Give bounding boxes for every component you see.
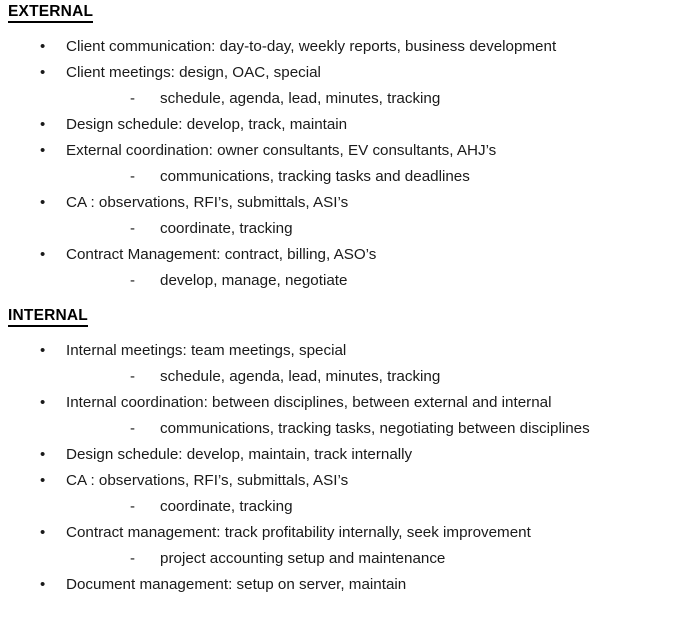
outline-list-internal bbox=[0, 338, 680, 598]
list-item bbox=[0, 572, 680, 598]
dash-icon: - bbox=[130, 368, 135, 385]
sub-list-item bbox=[0, 86, 680, 112]
dash-row bbox=[0, 364, 680, 390]
list-item-label: Document management: setup on server, maintain bbox=[66, 576, 407, 593]
list-item-label: schedule, agenda, lead, minutes, tracking bbox=[160, 368, 441, 385]
list-item bbox=[0, 242, 680, 268]
list-item-label: Design schedule: develop, maintain, track internally bbox=[66, 446, 413, 463]
list-item-label: coordinate, tracking bbox=[160, 498, 293, 515]
list-item bbox=[0, 520, 680, 546]
section-internal bbox=[0, 294, 680, 598]
bullet-icon: • bbox=[40, 472, 46, 489]
sub-list-item bbox=[0, 494, 680, 520]
list-item-label: Design schedule: develop, track, maintain bbox=[66, 116, 348, 133]
bullet-row bbox=[0, 338, 680, 364]
bullet-row bbox=[0, 138, 680, 164]
bullet-icon: • bbox=[40, 246, 46, 263]
dash-icon: - bbox=[130, 220, 135, 237]
bullet-row bbox=[0, 520, 680, 546]
list-item bbox=[0, 390, 680, 416]
bullet-row bbox=[0, 468, 680, 494]
dash-icon: - bbox=[130, 420, 135, 437]
sub-list-item bbox=[0, 364, 680, 390]
bullet-icon: • bbox=[40, 64, 46, 81]
list-item-label: Contract management: track profitability internally, seek improvement bbox=[66, 524, 531, 541]
bullet-icon: • bbox=[40, 394, 46, 411]
section-heading-external: EXTERNAL bbox=[8, 3, 93, 23]
bullet-row bbox=[0, 442, 680, 468]
dash-row bbox=[0, 494, 680, 520]
bullet-icon: • bbox=[40, 38, 46, 55]
bullet-row bbox=[0, 242, 680, 268]
list-item-label: Internal coordination: between disciplines, between external and internal bbox=[66, 394, 552, 411]
dash-icon: - bbox=[130, 498, 135, 515]
bullet-row bbox=[0, 190, 680, 216]
bullet-row bbox=[0, 34, 680, 60]
dash-icon: - bbox=[130, 272, 135, 289]
bullet-row bbox=[0, 390, 680, 416]
list-item-label: schedule, agenda, lead, minutes, tracking bbox=[160, 90, 441, 107]
sub-list-item bbox=[0, 546, 680, 572]
list-item-label: Internal meetings: team meetings, special bbox=[66, 342, 347, 359]
sub-list-item bbox=[0, 416, 680, 442]
bullet-icon: • bbox=[40, 342, 46, 359]
sub-list-item bbox=[0, 268, 680, 294]
bullet-row bbox=[0, 60, 680, 86]
list-item bbox=[0, 138, 680, 164]
dash-row bbox=[0, 416, 680, 442]
bullet-icon: • bbox=[40, 116, 46, 133]
bullet-row bbox=[0, 572, 680, 598]
dash-icon: - bbox=[130, 90, 135, 107]
dash-icon: - bbox=[130, 168, 135, 185]
list-item-label: communications, tracking tasks and deadlines bbox=[160, 168, 470, 185]
dash-row bbox=[0, 268, 680, 294]
list-item-label: CA : observations, RFI’s, submittals, ASI’s bbox=[66, 194, 349, 211]
section-heading-internal: INTERNAL bbox=[8, 307, 88, 327]
bullet-row bbox=[0, 112, 680, 138]
dash-row bbox=[0, 86, 680, 112]
list-item-label: communications, tracking tasks, negotiating between disciplines bbox=[160, 420, 590, 437]
sub-list-item bbox=[0, 164, 680, 190]
list-item-label: project accounting setup and maintenance bbox=[160, 550, 446, 567]
bullet-icon: • bbox=[40, 446, 46, 463]
list-item bbox=[0, 60, 680, 86]
list-item-label: coordinate, tracking bbox=[160, 220, 293, 237]
outline-list-external bbox=[0, 34, 680, 294]
list-item-label: External coordination: owner consultants, EV consultants, AHJ’s bbox=[66, 142, 497, 159]
list-item-label: Contract Management: contract, billing, ASO’s bbox=[66, 246, 377, 263]
bullet-icon: • bbox=[40, 194, 46, 211]
list-item bbox=[0, 190, 680, 216]
dash-row bbox=[0, 546, 680, 572]
section-heading-wrap-internal bbox=[0, 294, 680, 327]
list-item bbox=[0, 442, 680, 468]
dash-row bbox=[0, 216, 680, 242]
list-item bbox=[0, 34, 680, 60]
bullet-icon: • bbox=[40, 576, 46, 593]
section-external bbox=[0, 0, 680, 294]
bullet-icon: • bbox=[40, 524, 46, 541]
list-item-label: Client communication: day-to-day, weekly reports, business development bbox=[66, 38, 557, 55]
dash-icon: - bbox=[130, 550, 135, 567]
section-heading-wrap-external bbox=[0, 0, 680, 23]
list-item-label: CA : observations, RFI’s, submittals, ASI’s bbox=[66, 472, 349, 489]
sub-list-item bbox=[0, 216, 680, 242]
list-item bbox=[0, 468, 680, 494]
list-item-label: develop, manage, negotiate bbox=[160, 272, 348, 289]
dash-row bbox=[0, 164, 680, 190]
list-item-label: Client meetings: design, OAC, special bbox=[66, 64, 321, 81]
bullet-icon: • bbox=[40, 142, 46, 159]
list-item bbox=[0, 112, 680, 138]
list-item bbox=[0, 338, 680, 364]
